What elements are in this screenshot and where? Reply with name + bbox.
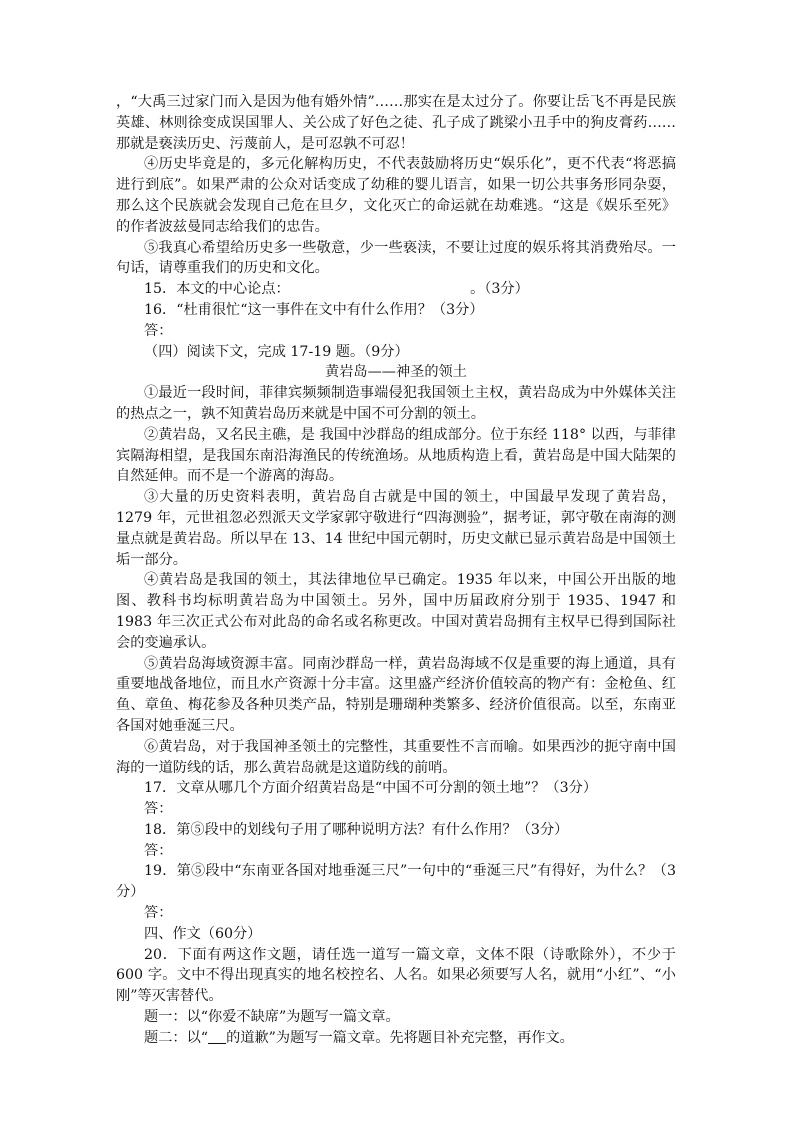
passage-paragraph-5: ⑤黄岩岛海域资源丰富。同南沙群岛一样，黄岩岛海域不仅是重要的海上通道，具有重要地战备地位，而且水产资源十分丰富。这里盛产经济价值较高的物产有：金枪鱼、红鱼、章鱼、梅花参及各种贝类产品，特别是珊瑚种类繁多、经济价值很高。以至，东南亚各国对她垂涎三尺。 <box>116 655 676 734</box>
passage-paragraph-3: ③大量的历史资料表明，黄岩岛自古就是中国的领土，中国最早发现了黄岩岛，1279 年，元世祖忽必烈派天文学家郭守敬进行“四海测验”，据考证，郭守敬在南海的测量点就是黄岩岛。所以早在 13、14 世纪中国元朝时，历史文献已显示黄岩岛是中国领土垢一部分。 <box>116 489 676 568</box>
topic-1: 题一：以“你爱不缺席”为题写一篇文章。 <box>144 1009 400 1026</box>
question-20: 20．下面有两这作文题，请任选一道写一篇文章，文体不限（诗歌除外），不少于 600 字。文中不得出现真实的地名校控名、人名。如果必须要写人名，就用“小红”、“小刚”等灭害替代。 <box>116 946 676 1005</box>
topic-2-prefix: 题二：以“ <box>144 1029 209 1046</box>
composition-heading: 四、作文（60分） <box>144 925 262 942</box>
passage-paragraph-1: ①最近一段时间，菲律宾频频制造事端侵犯我国领土主权，黄岩岛成为中外媒体关注的热点之一，孰不知黄岩岛历来就是中国不可分割的领土。 <box>116 385 676 422</box>
question-18: 18．第⑤段中的划线句子用了哪种说明方法？有什么作用？（3分） <box>144 821 569 838</box>
answer-label-16: 答： <box>144 322 173 339</box>
topic-2 <box>116 1028 676 1049</box>
passage-paragraph-4: ④黄岩岛是我国的领土，其法律地位早已确定。1935 年以来，中国公开出版的地图、教科书均标明黄岩岛为中国领土。另外，国中历届政府分别于 1935、1947 和 1983 年三次正式公布对此岛的命名或名称更改。中国对黄岩岛拥有主权早已得到国际社会的变遍承认。 <box>116 572 676 651</box>
answer-label-17: 答： <box>144 801 173 818</box>
question-19: 19．第⑤段中“东南亚各国对地垂涎三尺”一句中的“垂涎三尺”有得好，为什么？（3分） <box>116 863 676 901</box>
question-15: 15．本文的中心论点： 。（3分） <box>144 281 529 298</box>
document-body <box>116 92 676 1049</box>
question-17: 17．文章从哪几个方面介绍黄岩岛是“中国不可分割的领土地”？（3分） <box>144 780 598 797</box>
paragraph-5: ⑤我真心希望给历史多一些敬意，少一些亵渎，不要让过度的娱乐将其消费殆尽。一句话，请尊重我们的历史和文化。 <box>116 239 676 277</box>
passage-title: 黄岩岛——神圣的领土 <box>325 364 467 381</box>
passage-paragraph-2: ②黄岩岛，又名民主礁，是 我国中沙群岛的组成部分。位于东经 118° 以西，与菲律宾隔海相望，是我国东南沿海渔民的传统渔场。从地质构造上看，黄岩岛是中国大陆架的自然延伸。而不是一个游离的海岛。 <box>116 426 676 485</box>
answer-label-18: 答： <box>144 842 173 859</box>
question-16: 16．“杜甫很忙“这一事件在文中有什么作用？（3分） <box>144 301 484 318</box>
section-4-heading: （四）阅读下文，完成 17-19 题。（9分） <box>144 343 409 360</box>
topic-2-suffix: 的道歉”为题写一篇文章。先将题目补充完整，再作文。 <box>226 1029 574 1046</box>
paragraph-3-tail: ，“大禹三过家门而入是因为他有婚外情”……那实在是太过分了。你要让岳飞不再是民族英雄、林则徐变成误国罪人、关公成了好色之徒、孔子成了跳梁小丑手中的狗皮膏药……那就是亵渎历史、污蔑前人，是可忍孰不可忍！ <box>116 94 676 152</box>
topic-2-blank <box>208 1030 226 1046</box>
answer-label-19: 答： <box>144 905 173 922</box>
passage-paragraph-6: ⑥黄岩岛，对于我国神圣领土的完整性，其重要性不言而喻。如果西沙的扼守南中国海的一道防线的话，那么黄岩岛就是这道防线的前哨。 <box>116 738 676 776</box>
paragraph-4: ④历史毕竟是的，多元化解构历史，不代表鼓励将历史“娱乐化”，更不代表“将恶搞进行到底”。如果严肃的公众对话变成了幼稚的婴儿语言，如果一切公共事务形同杂耍，那么这个民族就会发现自己危在旦夕，文化灭亡的命运就在劫难逃。“这是《娱乐至死》的作者波兹曼同志给我们的忠告。 <box>116 156 676 235</box>
